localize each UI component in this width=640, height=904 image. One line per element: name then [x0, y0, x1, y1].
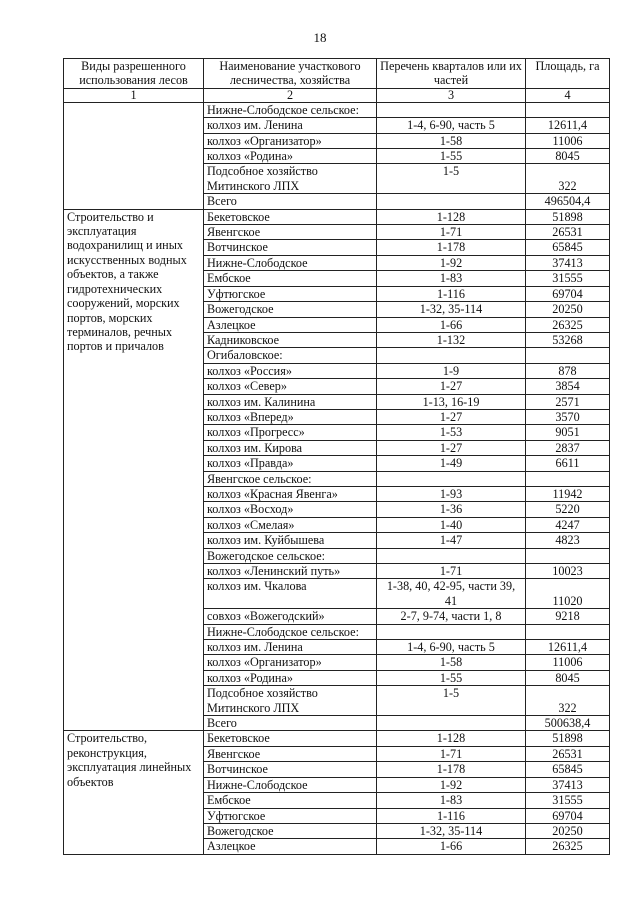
quarters-cell: 1-55	[377, 670, 526, 685]
quarters-cell: 1-83	[377, 271, 526, 286]
header-forestry-name: Наименование участкового лесничества, хозяйства	[204, 59, 377, 89]
column-number: 2	[204, 88, 377, 102]
quarters-cell: 1-116	[377, 808, 526, 823]
area-cell: 2571	[526, 394, 610, 409]
quarters-cell: 1-178	[377, 240, 526, 255]
forestry-name-cell: Вотчинское	[204, 240, 377, 255]
area-cell: 322	[526, 164, 610, 194]
area-cell: 4247	[526, 517, 610, 532]
area-cell: 500638,4	[526, 716, 610, 731]
quarters-cell	[377, 471, 526, 486]
quarters-cell: 1-93	[377, 486, 526, 501]
area-cell: 31555	[526, 793, 610, 808]
forestry-name-cell: Подсобное хозяйство Митинского ЛПХ	[204, 686, 377, 716]
quarters-cell: 1-36	[377, 502, 526, 517]
forestry-name-cell: колхоз «Правда»	[204, 456, 377, 471]
area-cell: 8045	[526, 670, 610, 685]
area-cell: 3854	[526, 379, 610, 394]
forestry-name-cell: Вотчинское	[204, 762, 377, 777]
area-cell: 37413	[526, 255, 610, 270]
forestry-name-cell: колхоз «Россия»	[204, 363, 377, 378]
area-cell: 20250	[526, 823, 610, 838]
quarters-cell: 1-71	[377, 746, 526, 761]
quarters-cell: 1-178	[377, 762, 526, 777]
table-row	[64, 731, 610, 746]
forestry-name-cell: совхоз «Вожегодский»	[204, 609, 377, 624]
quarters-cell: 1-66	[377, 839, 526, 854]
quarters-cell: 2-7, 9-74, части 1, 8	[377, 609, 526, 624]
forestry-name-cell: Явенгское	[204, 746, 377, 761]
area-cell: 496504,4	[526, 194, 610, 209]
forestry-name-cell: колхоз им. Ленина	[204, 640, 377, 655]
area-cell: 51898	[526, 209, 610, 224]
forestry-name-cell: Нижне-Слободское	[204, 777, 377, 792]
quarters-cell: 1-47	[377, 533, 526, 548]
column-number-row	[64, 88, 610, 102]
forestry-name-cell: колхоз «Восход»	[204, 502, 377, 517]
quarters-cell: 1-66	[377, 317, 526, 332]
forestry-name-cell: Кадниковское	[204, 332, 377, 347]
quarters-cell: 1-128	[377, 209, 526, 224]
forestry-name-cell: колхоз «Ленинский путь»	[204, 564, 377, 579]
forestry-name-cell: колхоз им. Калинина	[204, 394, 377, 409]
area-cell: 322	[526, 686, 610, 716]
forestry-name-cell: Подсобное хозяйство Митинского ЛПХ	[204, 164, 377, 194]
quarters-cell: 1-38, 40, 42-95, части 39, 41	[377, 579, 526, 609]
quarters-cell	[377, 348, 526, 363]
area-cell	[526, 102, 610, 117]
area-cell: 12611,4	[526, 118, 610, 133]
column-number: 1	[64, 88, 204, 102]
forestry-name-cell: колхоз «Прогресс»	[204, 425, 377, 440]
area-cell	[526, 348, 610, 363]
forestry-name-cell: колхоз «Север»	[204, 379, 377, 394]
area-cell: 20250	[526, 302, 610, 317]
quarters-cell: 1-55	[377, 149, 526, 164]
quarters-cell: 1-71	[377, 225, 526, 240]
quarters-cell: 1-4, 6-90, часть 5	[377, 118, 526, 133]
forest-use-table	[63, 58, 610, 855]
table-row	[64, 102, 610, 117]
forestry-name-cell: Бекетовское	[204, 209, 377, 224]
forestry-name-cell: Нижне-Слободское	[204, 255, 377, 270]
area-cell: 26531	[526, 746, 610, 761]
forestry-name-cell: Бекетовское	[204, 731, 377, 746]
area-cell: 12611,4	[526, 640, 610, 655]
area-cell	[526, 624, 610, 639]
forestry-name-cell: колхоз им. Кирова	[204, 440, 377, 455]
area-cell: 4823	[526, 533, 610, 548]
quarters-cell: 1-5	[377, 686, 526, 716]
table-row	[64, 209, 610, 224]
header-quarters: Перечень кварталов или их частей	[377, 59, 526, 89]
area-cell: 2837	[526, 440, 610, 455]
area-cell: 11006	[526, 133, 610, 148]
area-cell: 65845	[526, 762, 610, 777]
column-number: 3	[377, 88, 526, 102]
area-cell: 11006	[526, 655, 610, 670]
area-cell: 69704	[526, 808, 610, 823]
forestry-name-cell: Огибаловское:	[204, 348, 377, 363]
forestry-name-cell: колхоз им. Ленина	[204, 118, 377, 133]
area-cell: 26325	[526, 317, 610, 332]
header-use-types: Виды разрешенного использования лесов	[64, 59, 204, 89]
area-cell: 53268	[526, 332, 610, 347]
forestry-name-cell: колхоз «Организатор»	[204, 133, 377, 148]
forestry-name-cell: колхоз «Красная Явенга»	[204, 486, 377, 501]
quarters-cell: 1-27	[377, 409, 526, 424]
column-number: 4	[526, 88, 610, 102]
forestry-name-cell: колхоз им. Чкалова	[204, 579, 377, 609]
area-cell: 11020	[526, 579, 610, 609]
quarters-cell: 1-27	[377, 379, 526, 394]
quarters-cell: 1-71	[377, 564, 526, 579]
page-number: 18	[313, 30, 327, 45]
area-cell: 31555	[526, 271, 610, 286]
area-cell: 3570	[526, 409, 610, 424]
forestry-name-cell: Вожегодское	[204, 302, 377, 317]
area-cell: 69704	[526, 286, 610, 301]
use-type-cell	[64, 102, 204, 209]
area-cell: 8045	[526, 149, 610, 164]
quarters-cell: 1-132	[377, 332, 526, 347]
use-type-cell: Строительство и эксплуатация водохранилищ и иных искусственных водных объектов, а также гидротехнических сооружений, морских портов, морских терминалов, речных портов и причалов	[64, 209, 204, 731]
quarters-cell: 1-58	[377, 655, 526, 670]
forestry-name-cell: колхоз «Родина»	[204, 149, 377, 164]
forestry-name-cell: Вожегодское	[204, 823, 377, 838]
quarters-cell: 1-5	[377, 164, 526, 194]
area-cell: 878	[526, 363, 610, 378]
area-cell	[526, 548, 610, 563]
forestry-name-cell: Всего	[204, 194, 377, 209]
forestry-name-cell: Нижне-Слободское сельское:	[204, 102, 377, 117]
forestry-name-cell: колхоз «Родина»	[204, 670, 377, 685]
quarters-cell: 1-13, 16-19	[377, 394, 526, 409]
quarters-cell: 1-4, 6-90, часть 5	[377, 640, 526, 655]
forestry-name-cell: Ембское	[204, 271, 377, 286]
area-cell: 5220	[526, 502, 610, 517]
forestry-name-cell: Всего	[204, 716, 377, 731]
quarters-cell	[377, 716, 526, 731]
quarters-cell	[377, 102, 526, 117]
area-cell	[526, 471, 610, 486]
forestry-name-cell: колхоз им. Куйбышева	[204, 533, 377, 548]
header-area: Площадь, га	[526, 59, 610, 89]
forestry-name-cell: колхоз «Смелая»	[204, 517, 377, 532]
table-body	[64, 102, 610, 854]
area-cell: 26325	[526, 839, 610, 854]
area-cell: 9218	[526, 609, 610, 624]
forestry-name-cell: Азлецкое	[204, 317, 377, 332]
quarters-cell: 1-32, 35-114	[377, 823, 526, 838]
forestry-name-cell: Вожегодское сельское:	[204, 548, 377, 563]
area-cell: 9051	[526, 425, 610, 440]
quarters-cell: 1-58	[377, 133, 526, 148]
area-cell: 6611	[526, 456, 610, 471]
quarters-cell: 1-53	[377, 425, 526, 440]
quarters-cell: 1-40	[377, 517, 526, 532]
quarters-cell	[377, 624, 526, 639]
area-cell: 11942	[526, 486, 610, 501]
area-cell: 26531	[526, 225, 610, 240]
forestry-name-cell: Уфтюгское	[204, 808, 377, 823]
area-cell: 65845	[526, 240, 610, 255]
quarters-cell	[377, 194, 526, 209]
quarters-cell: 1-92	[377, 255, 526, 270]
use-type-cell: Строительство, реконструкция, эксплуатация линейных объектов	[64, 731, 204, 854]
quarters-cell: 1-9	[377, 363, 526, 378]
quarters-cell: 1-116	[377, 286, 526, 301]
forestry-name-cell: Явенгское сельское:	[204, 471, 377, 486]
forestry-name-cell: колхоз «Вперед»	[204, 409, 377, 424]
quarters-cell: 1-92	[377, 777, 526, 792]
quarters-cell: 1-83	[377, 793, 526, 808]
forestry-name-cell: Явенгское	[204, 225, 377, 240]
quarters-cell: 1-128	[377, 731, 526, 746]
forestry-name-cell: Нижне-Слободское сельское:	[204, 624, 377, 639]
table-header-row	[64, 59, 610, 89]
quarters-cell: 1-27	[377, 440, 526, 455]
quarters-cell	[377, 548, 526, 563]
quarters-cell: 1-32, 35-114	[377, 302, 526, 317]
forestry-name-cell: Уфтюгское	[204, 286, 377, 301]
forestry-name-cell: Азлецкое	[204, 839, 377, 854]
area-cell: 37413	[526, 777, 610, 792]
forestry-name-cell: колхоз «Организатор»	[204, 655, 377, 670]
quarters-cell: 1-49	[377, 456, 526, 471]
area-cell: 51898	[526, 731, 610, 746]
area-cell: 10023	[526, 564, 610, 579]
forestry-name-cell: Ембское	[204, 793, 377, 808]
